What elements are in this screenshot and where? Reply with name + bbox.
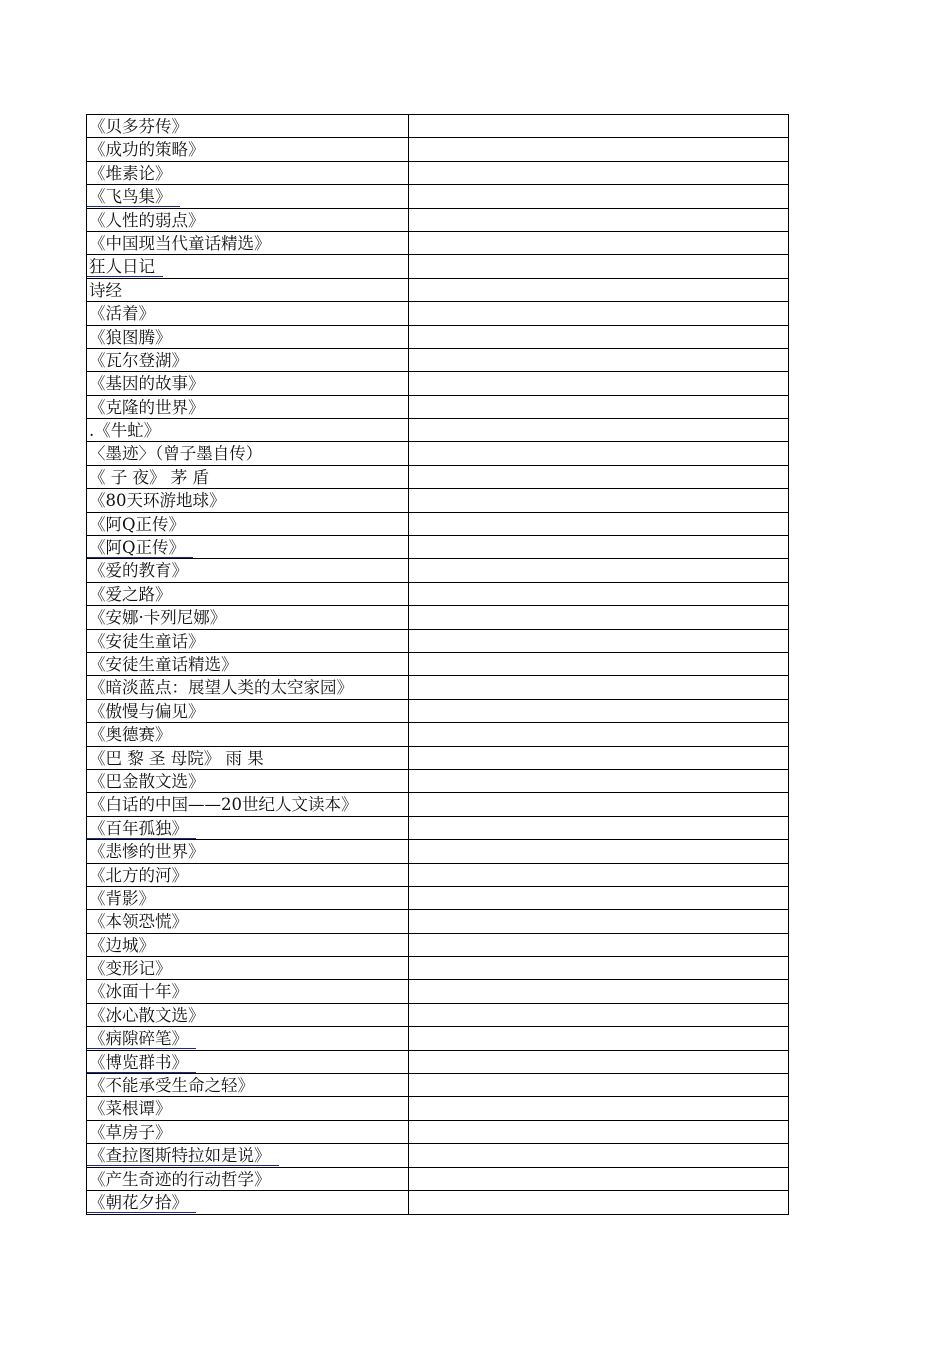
empty-cell[interactable] (409, 372, 788, 394)
table-row (87, 232, 788, 255)
table-row (87, 513, 788, 536)
empty-cell[interactable] (409, 887, 788, 909)
empty-cell[interactable] (409, 138, 788, 160)
empty-cell[interactable] (409, 1191, 788, 1214)
book-title-cell[interactable] (87, 887, 409, 909)
book-title: .《牛虻》 (89, 421, 161, 441)
book-title-cell[interactable] (87, 489, 409, 511)
book-title-cell[interactable] (87, 1144, 409, 1166)
empty-cell[interactable] (409, 770, 788, 792)
table-row (87, 957, 788, 980)
book-title-cell[interactable] (87, 676, 409, 698)
empty-cell[interactable] (409, 536, 788, 558)
book-title: 《傲慢与偏见》 (89, 701, 205, 721)
book-title-cell[interactable] (87, 770, 409, 792)
empty-cell[interactable] (409, 559, 788, 581)
empty-cell[interactable] (409, 489, 788, 511)
empty-cell[interactable] (409, 396, 788, 418)
table-row (87, 489, 788, 512)
table-row (87, 1121, 788, 1144)
table-row (87, 1051, 788, 1074)
table-row (87, 115, 788, 138)
empty-cell[interactable] (409, 700, 788, 722)
empty-cell[interactable] (409, 653, 788, 675)
empty-cell[interactable] (409, 209, 788, 231)
table-row (87, 1004, 788, 1027)
table-row (87, 326, 788, 349)
empty-cell[interactable] (409, 1074, 788, 1096)
book-title: 《安徒生童话》 (89, 631, 205, 651)
table-row (87, 349, 788, 372)
empty-cell[interactable] (409, 840, 788, 862)
empty-cell[interactable] (409, 1027, 788, 1049)
book-title-cell[interactable] (87, 466, 409, 488)
book-title-cell[interactable] (87, 162, 409, 184)
table-row (87, 840, 788, 863)
empty-cell[interactable] (409, 747, 788, 769)
book-title-cell[interactable] (87, 583, 409, 605)
table-row (87, 723, 788, 746)
book-title-cell[interactable] (87, 396, 409, 418)
book-title: 《基因的故事》 (89, 374, 205, 394)
empty-cell[interactable] (409, 302, 788, 324)
book-title-cell[interactable] (87, 606, 409, 628)
book-title-cell[interactable] (87, 793, 409, 815)
book-title: 《博览群书》 (89, 1052, 188, 1072)
book-title: 狂人日记 (89, 257, 155, 277)
empty-cell[interactable] (409, 162, 788, 184)
book-title-cell[interactable] (87, 442, 409, 464)
table-row (87, 466, 788, 489)
book-title-cell[interactable] (87, 957, 409, 979)
empty-cell[interactable] (409, 676, 788, 698)
book-title: 《中国现当代童话精选》 (89, 233, 271, 253)
book-title: 《产生奇迹的行动哲学》 (89, 1169, 271, 1189)
book-title: 《克隆的世界》 (89, 397, 205, 417)
book-title-cell[interactable] (87, 934, 409, 956)
book-title: 《成功的策略》 (89, 140, 205, 160)
table-row (87, 700, 788, 723)
book-title: 诗经 (89, 280, 122, 300)
book-title-cell[interactable] (87, 185, 409, 207)
book-title-cell[interactable] (87, 980, 409, 1002)
empty-cell[interactable] (409, 1144, 788, 1166)
book-title: 《80天环游地球》 (89, 491, 226, 511)
book-title: 《 子 夜》 茅 盾 (89, 467, 209, 487)
book-title-cell[interactable] (87, 1191, 409, 1214)
empty-cell[interactable] (409, 255, 788, 277)
book-title-cell[interactable] (87, 1027, 409, 1049)
book-title-cell[interactable] (87, 700, 409, 722)
empty-cell[interactable] (409, 934, 788, 956)
table-row (87, 793, 788, 816)
table-row (87, 1097, 788, 1120)
book-title: 《爱的教育》 (89, 561, 188, 581)
book-title: 《狼图腾》 (89, 327, 172, 347)
book-title: 《巴金散文选》 (89, 771, 205, 791)
book-title-cell[interactable] (87, 255, 409, 277)
table-row (87, 559, 788, 582)
book-title: 《背影》 (89, 888, 155, 908)
book-title-cell[interactable] (87, 840, 409, 862)
table-row (87, 583, 788, 606)
book-title: 《不能承受生命之轻》 (89, 1076, 254, 1096)
table-row (87, 138, 788, 161)
book-title-cell[interactable] (87, 326, 409, 348)
table-row (87, 185, 788, 208)
book-title: 《暗淡蓝点：展望人类的太空家园》 (89, 678, 353, 698)
table-row (87, 1168, 788, 1191)
book-title: 《朝花夕拾》 (89, 1192, 188, 1212)
book-title: 《活着》 (89, 304, 155, 324)
empty-cell[interactable] (409, 349, 788, 371)
table-row (87, 770, 788, 793)
book-title: 《贝多芬传》 (89, 117, 188, 136)
book-title-cell[interactable] (87, 209, 409, 231)
book-title: 《安娜·卡列尼娜》 (89, 608, 227, 628)
book-title: 《北方的河》 (89, 865, 188, 885)
empty-cell[interactable] (409, 1168, 788, 1190)
book-title-cell[interactable] (87, 302, 409, 324)
empty-cell[interactable] (409, 513, 788, 535)
book-title-cell[interactable] (87, 1168, 409, 1190)
book-title: 《飞鸟集》 (89, 187, 172, 207)
book-title-cell[interactable] (87, 559, 409, 581)
book-title: 《阿Q正传》 (89, 538, 186, 558)
book-title: 《冰面十年》 (89, 982, 188, 1002)
book-title: 《人性的弱点》 (89, 210, 205, 230)
book-title: 《爱之路》 (89, 584, 172, 604)
empty-cell[interactable] (409, 466, 788, 488)
table-row (87, 1144, 788, 1167)
book-title-cell[interactable] (87, 115, 409, 137)
book-title: 《菜根谭》 (89, 1099, 172, 1119)
empty-cell[interactable] (409, 583, 788, 605)
empty-cell[interactable] (409, 630, 788, 652)
book-title-cell[interactable] (87, 536, 409, 558)
table-row (87, 279, 788, 302)
empty-cell[interactable] (409, 442, 788, 464)
table-row (87, 606, 788, 629)
empty-cell[interactable] (409, 817, 788, 839)
empty-cell[interactable] (409, 980, 788, 1002)
table-row (87, 1027, 788, 1050)
table-row (87, 302, 788, 325)
book-title: 《冰心散文选》 (89, 1005, 205, 1025)
table-row (87, 372, 788, 395)
table-row (87, 419, 788, 442)
book-title-cell[interactable] (87, 1121, 409, 1143)
empty-cell[interactable] (409, 1121, 788, 1143)
book-title: 《本领恐慌》 (89, 912, 188, 932)
book-title-cell[interactable] (87, 630, 409, 652)
book-title: 〈墨迹〉（曾子墨自传） (89, 444, 263, 464)
book-title-cell[interactable] (87, 513, 409, 535)
book-title-cell[interactable] (87, 723, 409, 745)
book-title: 《堆素论》 (89, 163, 172, 183)
book-title: 《病隙碎笔》 (89, 1029, 188, 1049)
table-row (87, 1074, 788, 1097)
table-row (87, 162, 788, 185)
book-title-cell[interactable] (87, 747, 409, 769)
book-title: 《白话的中国——20世纪人文读本》 (89, 795, 358, 815)
book-title-cell[interactable] (87, 419, 409, 441)
book-title-cell[interactable] (87, 1051, 409, 1073)
book-title-cell[interactable] (87, 817, 409, 839)
book-title-cell[interactable] (87, 279, 409, 301)
table-row (87, 887, 788, 910)
table-row (87, 980, 788, 1003)
book-title: 《巴 黎 圣 母院》 雨 果 (89, 748, 264, 768)
book-title: 《草房子》 (89, 1122, 172, 1142)
table-row (87, 630, 788, 653)
table-row (87, 255, 788, 278)
book-title-cell[interactable] (87, 653, 409, 675)
empty-cell[interactable] (409, 1097, 788, 1119)
book-title: 《边城》 (89, 935, 155, 955)
empty-cell[interactable] (409, 1004, 788, 1026)
book-title-cell[interactable] (87, 138, 409, 160)
empty-cell[interactable] (409, 910, 788, 932)
table-row (87, 1191, 788, 1214)
table-row (87, 864, 788, 887)
empty-cell[interactable] (409, 957, 788, 979)
book-list-table (86, 114, 789, 1215)
book-title-cell[interactable] (87, 372, 409, 394)
book-title: 《变形记》 (89, 959, 172, 979)
empty-cell[interactable] (409, 185, 788, 207)
book-title-cell[interactable] (87, 910, 409, 932)
book-title: 《阿Q正传》 (89, 514, 186, 534)
table-row (87, 676, 788, 699)
empty-cell[interactable] (409, 419, 788, 441)
book-title: 《安徒生童话精选》 (89, 654, 238, 674)
book-title-cell[interactable] (87, 1004, 409, 1026)
book-title-cell[interactable] (87, 1097, 409, 1119)
table-row (87, 442, 788, 465)
empty-cell[interactable] (409, 326, 788, 348)
book-title-cell[interactable] (87, 864, 409, 886)
table-row (87, 910, 788, 933)
empty-cell[interactable] (409, 793, 788, 815)
table-row (87, 934, 788, 957)
table-row (87, 817, 788, 840)
empty-cell[interactable] (409, 115, 788, 137)
empty-cell[interactable] (409, 279, 788, 301)
book-title: 《悲惨的世界》 (89, 842, 205, 862)
book-title: 《奥德赛》 (89, 725, 172, 745)
empty-cell[interactable] (409, 1051, 788, 1073)
table-row (87, 747, 788, 770)
book-title: 《查拉图斯特拉如是说》 (89, 1146, 271, 1166)
empty-cell[interactable] (409, 606, 788, 628)
empty-cell[interactable] (409, 864, 788, 886)
book-title-cell[interactable] (87, 232, 409, 254)
book-title-cell[interactable] (87, 349, 409, 371)
empty-cell[interactable] (409, 723, 788, 745)
table-row (87, 396, 788, 419)
empty-cell[interactable] (409, 232, 788, 254)
table-row (87, 653, 788, 676)
table-row (87, 536, 788, 559)
table-row (87, 209, 788, 232)
book-title: 《瓦尔登湖》 (89, 350, 188, 370)
book-title: 《百年孤独》 (89, 818, 188, 838)
book-title-cell[interactable] (87, 1074, 409, 1096)
